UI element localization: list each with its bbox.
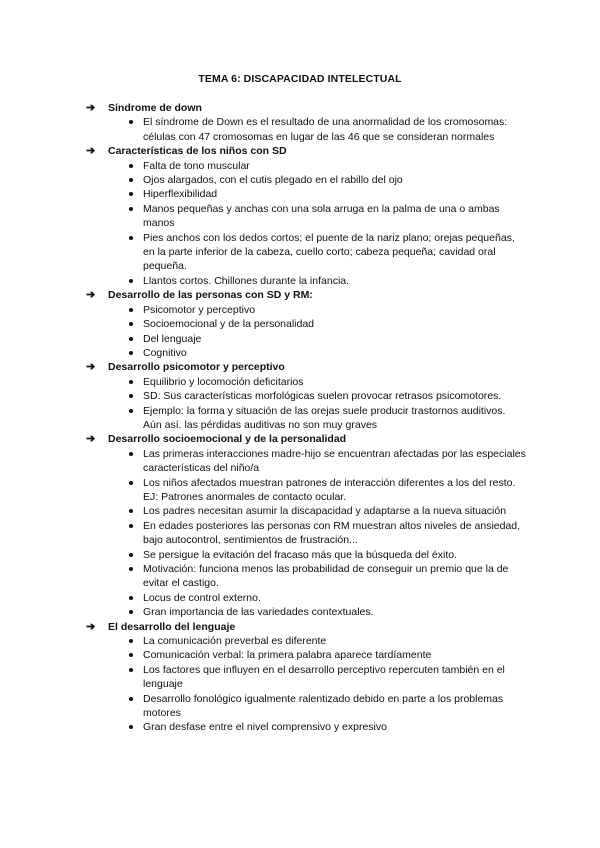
- list-item: [86, 476, 526, 505]
- section-heading-text: Síndrome de down: [108, 102, 202, 114]
- list-item: [86, 605, 526, 619]
- section-heading: [86, 288, 526, 302]
- list-item-text: Pies anchos con los dedos cortos; el puente de la nariz plano; orejas pequeñas, en la parte inferior de la cabeza, cuello corto; cabeza pequeña; cavidad oral pequeña.: [143, 231, 515, 273]
- arrow-right-icon: ➔: [86, 102, 96, 114]
- list-item: [86, 115, 526, 144]
- bullet-icon: [129, 192, 133, 196]
- list-item-text: Manos pequeñas y anchas con una sola arruga en la palma de una o ambas manos: [143, 202, 500, 230]
- list-item: [86, 346, 526, 360]
- list-item: [86, 591, 526, 605]
- list-item: [86, 663, 526, 692]
- list-item: [86, 173, 526, 187]
- section: [86, 432, 526, 619]
- list-item-text: La comunicación preverbal es diferente: [143, 635, 327, 648]
- bullet-icon: [129, 553, 133, 557]
- bullet-icon: [129, 279, 133, 283]
- list-item-text: Los factores que influyen en el desarrollo perceptivo repercuten también en el lenguaje: [143, 663, 505, 691]
- arrow-right-icon: ➔: [86, 289, 96, 302]
- list-item: [86, 404, 526, 433]
- list-item-text: Falta de tono muscular: [143, 159, 250, 172]
- list-item-text: Del lenguaje: [143, 332, 202, 345]
- list-item: [86, 562, 526, 591]
- list-item-text: Cognitivo: [143, 346, 187, 359]
- list-item-text: Motivación: funciona menos las probabilidad de conseguir un premio que la de evitar el castigo.: [143, 563, 509, 590]
- list-item-text: Los niños afectados muestran patrones de interacción diferentes a los del resto. EJ: Patrones anormales de contacto ocular.: [143, 476, 516, 503]
- section-heading: [86, 144, 526, 158]
- list-item: [86, 303, 526, 317]
- list-item: [86, 692, 526, 721]
- bullet-icon: [129, 639, 133, 643]
- section-heading: [86, 360, 526, 374]
- bullet-icon: [129, 164, 133, 168]
- section-heading-text: Desarrollo de las personas con SD y RM:: [108, 289, 313, 302]
- list-item-text: Psicomotor y perceptivo: [143, 303, 256, 316]
- list-item-text: Desarrollo fonológico igualmente ralentizado debido en parte a los problemas motores: [143, 692, 504, 720]
- section-heading-text: Desarrollo psicomotor y perceptivo: [108, 361, 285, 374]
- bullet-list: [86, 303, 526, 361]
- bullet-icon: [129, 725, 133, 729]
- list-item: [86, 720, 526, 734]
- bullet-icon: [129, 509, 133, 513]
- section-heading: [86, 620, 526, 634]
- document-body: [86, 101, 526, 735]
- list-item-text: Socioemocional y de la personalidad: [143, 318, 315, 331]
- bullet-icon: [129, 394, 133, 398]
- section: [86, 288, 526, 360]
- bullet-icon: [129, 409, 133, 413]
- list-item: [86, 548, 526, 562]
- list-item: [86, 159, 526, 173]
- bullet-list: [86, 375, 526, 433]
- bullet-list: [86, 115, 526, 144]
- list-item-text: Gran importancia de las variedades contextuales.: [143, 606, 374, 619]
- section-heading-text: Características de los niños con SD: [108, 145, 287, 158]
- bullet-icon: [129, 668, 133, 672]
- list-item-text: Se persigue la evitación del fracaso más que la búsqueda del éxito.: [143, 548, 458, 561]
- list-item-text: El síndrome de Down es el resultado de una anormalidad de los cromosomas: células con 47 cromosomas en lugar de las 46 que se consideran normales: [143, 116, 508, 143]
- list-item: [86, 519, 526, 548]
- arrow-right-icon: ➔: [86, 361, 96, 374]
- document-title: TEMA 6: DISCAPACIDAD INTELECTUAL: [198, 73, 402, 85]
- bullet-icon: [129, 481, 133, 485]
- list-item-text: En edades posteriores las personas con RM muestran altos niveles de ansiedad, bajo autocontrol, sentimientos de frustración...: [143, 519, 521, 547]
- bullet-icon: [129, 596, 133, 600]
- list-item: [86, 634, 526, 648]
- list-item-text: Equilibrio y locomoción deficitarios: [143, 375, 304, 388]
- list-item-text: Locus de control externo.: [143, 591, 261, 604]
- bullet-icon: [129, 337, 133, 341]
- section: [86, 144, 526, 288]
- bullet-icon: [129, 207, 133, 211]
- arrow-right-icon: ➔: [86, 620, 96, 633]
- list-item-text: Las primeras interacciones madre-hijo se encuentran afectadas por las especiales características del niño/a: [143, 447, 526, 475]
- list-item: [86, 504, 526, 518]
- list-item-text: Gran desfase entre el nivel comprensivo y expresivo: [143, 721, 387, 734]
- list-item-text: Hiperflexibilidad: [143, 188, 218, 201]
- bullet-icon: [129, 178, 133, 182]
- bullet-list: [86, 447, 526, 620]
- list-item-text: Ojos alargados, con el cutis plegado en el rabillo del ojo: [143, 174, 403, 187]
- list-item: [86, 389, 526, 403]
- bullet-icon: [129, 697, 133, 701]
- section-heading-text: El desarrollo del lenguaje: [108, 620, 236, 633]
- list-item: [86, 375, 526, 389]
- section: [86, 101, 526, 144]
- list-item-text: Comunicación verbal: la primera palabra aparece tardíamente: [143, 649, 432, 662]
- bullet-icon: [129, 452, 133, 456]
- arrow-right-icon: ➔: [86, 145, 96, 158]
- bullet-list: [86, 159, 526, 289]
- section: [86, 620, 526, 735]
- list-item: [86, 274, 526, 288]
- list-item-text: Llantos cortos. Chillones durante la infancia.: [143, 274, 350, 287]
- section: [86, 360, 526, 432]
- list-item: [86, 187, 526, 201]
- list-item: [86, 447, 526, 476]
- bullet-icon: [129, 308, 133, 312]
- bullet-icon: [129, 524, 133, 528]
- bullet-icon: [129, 322, 133, 326]
- bullet-icon: [129, 120, 133, 124]
- list-item: [86, 317, 526, 331]
- section-heading: [86, 101, 526, 115]
- list-item-text: Los padres necesitan asumir la discapacidad y adaptarse a la nueva situación: [143, 505, 507, 518]
- bullet-icon: [129, 567, 133, 571]
- list-item: [86, 202, 526, 231]
- list-item: [86, 231, 526, 274]
- bullet-icon: [129, 380, 133, 384]
- list-item-text: SD: Sus características morfológicas suelen provocar retrasos psicomotores.: [143, 390, 502, 403]
- bullet-icon: [129, 653, 133, 657]
- section-heading: [86, 432, 526, 446]
- list-item: [86, 648, 526, 662]
- bullet-list: [86, 634, 526, 735]
- bullet-icon: [129, 236, 133, 240]
- list-item-text: Ejemplo: la forma y situación de las orejas suele producir trastornos auditivos. Aún así. las pérdidas auditivas no son muy graves: [143, 404, 506, 431]
- arrow-right-icon: ➔: [86, 433, 96, 446]
- bullet-icon: [129, 351, 133, 355]
- section-heading-text: Desarrollo socioemocional y de la personalidad: [108, 433, 347, 446]
- bullet-icon: [129, 610, 133, 614]
- list-item: [86, 332, 526, 346]
